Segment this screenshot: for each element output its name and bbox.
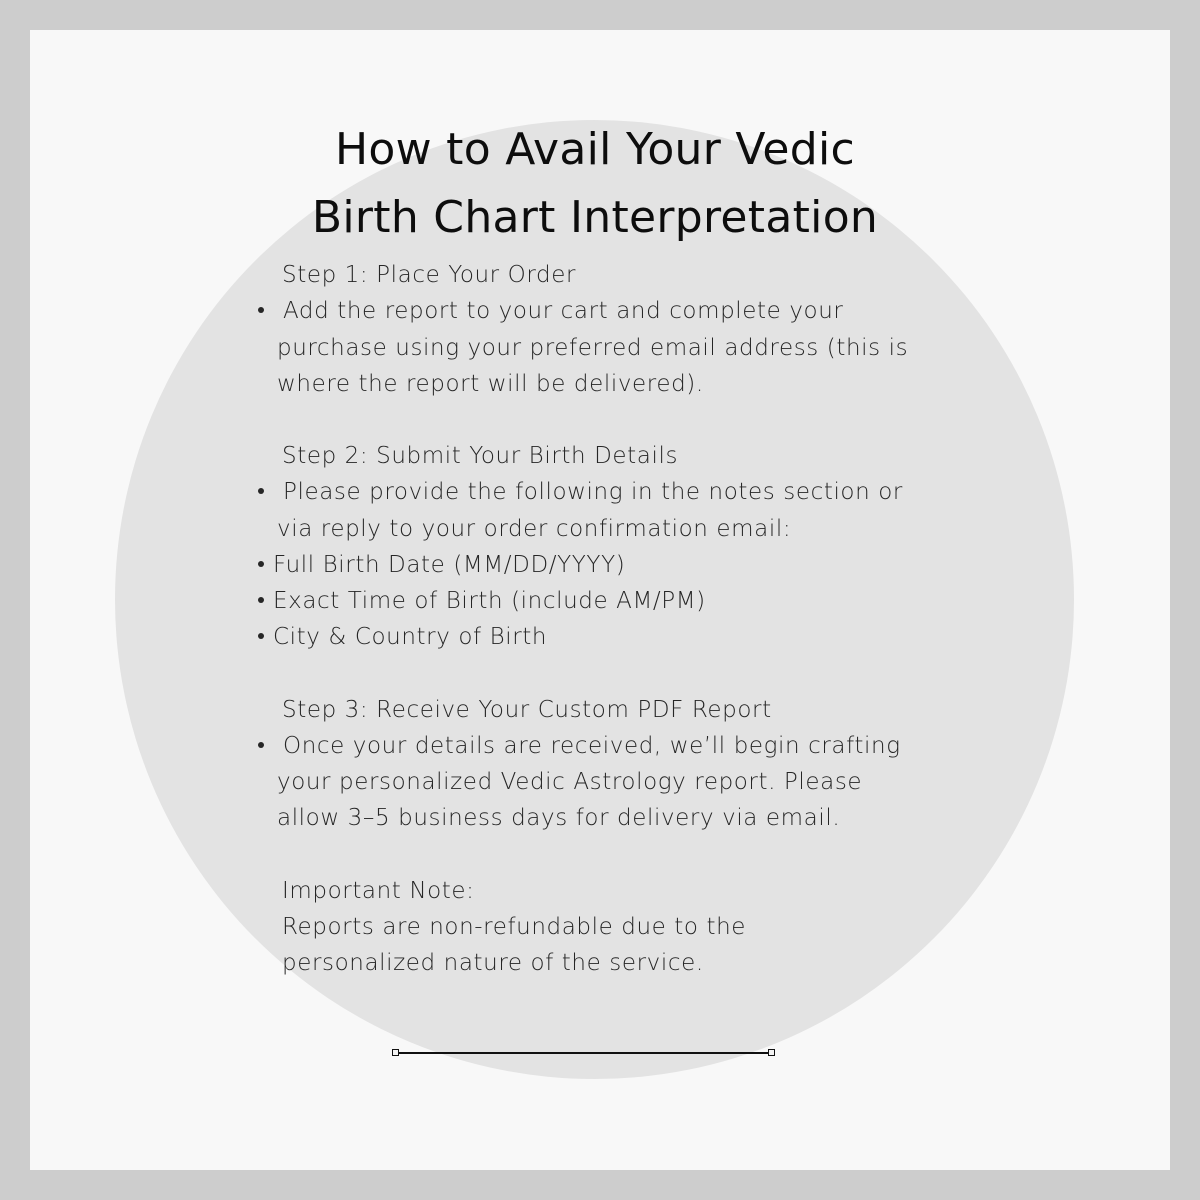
bullet-dot-icon bbox=[258, 307, 264, 313]
note-line-2: personalized nature of the service. bbox=[282, 950, 704, 976]
page-title-line-2: Birth Chart Interpretation bbox=[311, 192, 879, 243]
bullet-dot-icon bbox=[258, 488, 264, 494]
page-title-line-1: How to Avail Your Vedic bbox=[334, 124, 855, 175]
step-1-bullet bbox=[258, 293, 843, 329]
note-heading: Important Note: bbox=[282, 878, 475, 904]
sub-item-birth-place: City & Country of Birth bbox=[273, 624, 548, 650]
step-2-bullet bbox=[258, 474, 903, 510]
sub-item-birth-date: Full Birth Date (MM/DD/YYYY) bbox=[273, 552, 626, 578]
step-3-heading: Step 3: Receive Your Custom PDF Report bbox=[282, 697, 772, 723]
divider-line bbox=[395, 1052, 772, 1054]
step-2-sub-item bbox=[258, 547, 625, 583]
step-1-bullet-line-2: purchase using your preferred email address (this is bbox=[277, 335, 909, 361]
step-2-sub-item bbox=[258, 619, 547, 655]
step-2-sub-item bbox=[258, 583, 706, 619]
note-line-1: Reports are non-refundable due to the bbox=[282, 914, 747, 940]
step-3-bullet-line-2: your personalized Vedic Astrology report. Please bbox=[277, 769, 863, 795]
sub-item-birth-time: Exact Time of Birth (include AM/PM) bbox=[273, 588, 706, 614]
step-3-bullet-line-1: Once your details are received, we’ll begin crafting bbox=[283, 733, 901, 759]
step-2-heading: Step 2: Submit Your Birth Details bbox=[282, 443, 679, 469]
step-1-heading: Step 1: Place Your Order bbox=[282, 262, 577, 288]
step-1-bullet-line-3: where the report will be delivered). bbox=[277, 371, 704, 397]
bullet-dot-icon bbox=[258, 597, 264, 603]
bullet-dot-icon bbox=[258, 633, 264, 639]
step-2-bullet-line-2: via reply to your order confirmation email: bbox=[277, 516, 792, 542]
step-2-bullet-line-1: Please provide the following in the notes section or bbox=[283, 479, 903, 505]
step-1-bullet-line-1: Add the report to your cart and complete your bbox=[283, 298, 844, 324]
bullet-dot-icon bbox=[258, 742, 264, 748]
square-handle-icon bbox=[768, 1049, 775, 1056]
step-3-bullet bbox=[258, 728, 901, 764]
square-handle-icon bbox=[392, 1049, 399, 1056]
step-3-bullet-line-3: allow 3–5 business days for delivery via email. bbox=[277, 805, 841, 831]
bullet-dot-icon bbox=[258, 561, 264, 567]
